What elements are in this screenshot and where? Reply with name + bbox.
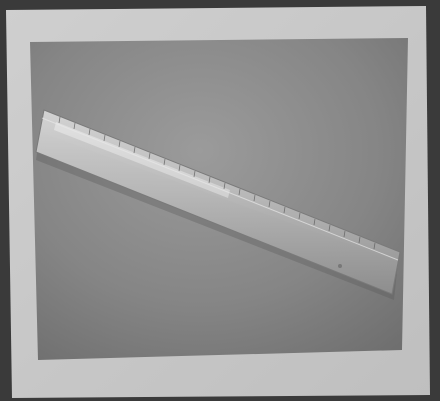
ruler-mark [338, 264, 342, 268]
